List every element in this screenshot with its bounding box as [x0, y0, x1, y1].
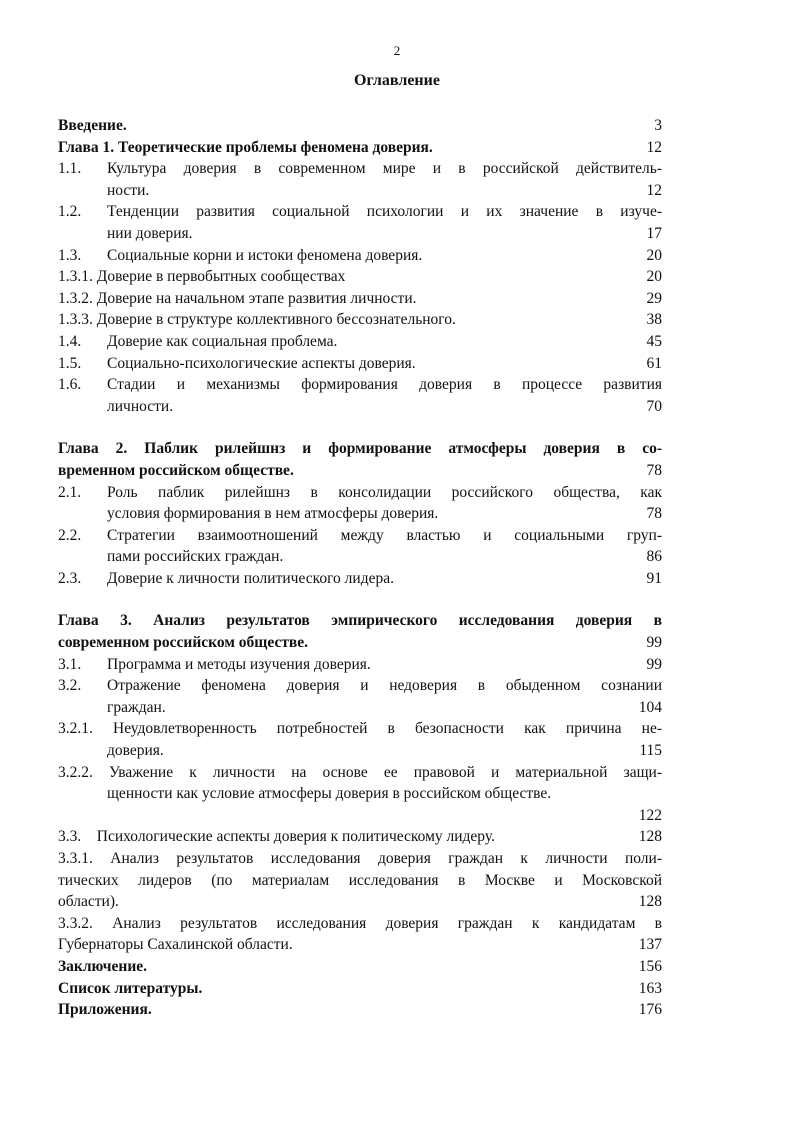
toc-entry-page: 122 — [638, 806, 662, 824]
table-of-contents — [58, 115, 662, 1021]
toc-entry-page: 156 — [638, 957, 662, 975]
toc-entry-page: 3 — [654, 117, 662, 134]
toc-entry-page: 115 — [639, 742, 662, 760]
toc-entry-line: тических лидеров (по материалам исследования в Москве и Московской — [58, 871, 662, 889]
toc-entry-page: 104 — [638, 698, 662, 716]
toc-entry-1-1 — [58, 158, 662, 201]
toc-entry-line: современном российском обществе. — [58, 634, 309, 652]
toc-entry-line: пами российских граждан. — [107, 548, 284, 566]
toc-entry-line: Отражение феномена доверия и недоверия в обыденном сознании — [107, 677, 662, 695]
toc-entry-3-3-2 — [58, 913, 662, 956]
toc-entry-page: 61 — [646, 354, 662, 372]
toc-entry-number: 1.3.2. — [58, 289, 93, 307]
toc-entry-introduction — [58, 115, 662, 137]
toc-entry-line: Социально-психологические аспекты доверия. — [107, 354, 416, 372]
toc-entry-number: 1.5. — [58, 354, 82, 372]
toc-entry-page: 70 — [646, 397, 662, 415]
toc-entry-number: 3.1. — [58, 655, 82, 673]
toc-entry-line: Роль паблик рилейшнз в консолидации российского общества, как — [107, 483, 662, 501]
toc-entry-appendices — [58, 999, 662, 1021]
toc-entry-page: 20 — [646, 246, 662, 264]
toc-entry-page: 12 — [646, 138, 662, 156]
toc-entry-page: 86 — [646, 548, 662, 566]
toc-entry-3-3 — [58, 826, 662, 848]
toc-entry-line: Психологические аспекты доверия к политическому лидеру. — [96, 828, 495, 846]
toc-entry-line: Социальные корни и истоки феномена доверия. — [107, 246, 423, 264]
toc-entry-line: условия формирования в нем атмосферы доверия. — [107, 505, 439, 523]
toc-entry-number: 1.3. — [58, 246, 82, 264]
toc-entry-page: 128 — [638, 828, 662, 846]
toc-entry-1-4 — [58, 331, 662, 353]
toc-entry-line: Глава 3. Анализ результатов эмпирического исследования доверия в — [58, 612, 662, 630]
toc-entry-line: Анализ результатов исследования доверия граждан к личности поли- — [110, 850, 663, 867]
toc-entry-chapter-3 — [58, 610, 662, 653]
toc-entry-number: 1.3.3. — [58, 311, 93, 329]
toc-entry-line: Доверие в структуре коллективного бессознательного. — [96, 311, 456, 329]
toc-entry-page: 137 — [638, 936, 662, 954]
toc-entry-line: области). — [58, 893, 119, 911]
toc-entry-line: Доверие в первобытных сообществах — [96, 268, 346, 286]
toc-entry-page: 45 — [646, 332, 662, 350]
toc-entry-line: Неудовлетворенность потребностей в безопасности как причина не- — [113, 720, 662, 738]
toc-entry-page: 17 — [646, 224, 662, 242]
toc-entry-1-5 — [58, 353, 662, 375]
toc-entry-1-6 — [58, 374, 662, 417]
toc-entry-3-3-1 — [58, 848, 662, 913]
toc-entry-number: 3.3. — [58, 828, 82, 846]
toc-entry-page: 99 — [646, 655, 662, 673]
toc-entry-3-1 — [58, 654, 662, 676]
toc-entry-chapter-2 — [58, 438, 662, 481]
toc-entry-line: Тенденции развития социальной психологии и их значение в изуче- — [107, 203, 662, 221]
toc-entry-line: Уважение к личности на основе ее правовой и материальной защи- — [109, 763, 662, 781]
toc-entry-line: Глава 2. Паблик рилейшнз и формирование атмосферы доверия в со- — [58, 440, 662, 458]
toc-title: Оглавление — [354, 72, 440, 89]
toc-entry-number: 1.2. — [58, 203, 82, 221]
toc-entry-page: 99 — [646, 634, 662, 652]
toc-entry-1-3-2 — [58, 288, 662, 310]
toc-entry-line: Анализ результатов исследования доверия граждан к кандидатам в — [112, 914, 663, 932]
toc-entry-page: 128 — [638, 893, 662, 911]
toc-entry-1-2 — [58, 201, 662, 244]
toc-entry-number: 1.3.1. — [58, 268, 93, 286]
toc-entry-page: 78 — [646, 505, 662, 523]
toc-entry-line: личности. — [107, 397, 174, 415]
toc-entry-title: Глава 1. Теоретические проблемы феномена доверия. — [58, 138, 433, 156]
toc-entry-line: Доверие к личности политического лидера. — [107, 569, 394, 587]
toc-entry-page: 29 — [646, 289, 662, 307]
toc-entry-3-2 — [58, 675, 662, 718]
toc-entry-line: граждан. — [107, 698, 166, 716]
toc-entry-number: 1.1. — [58, 160, 82, 178]
toc-entry-2-1 — [58, 482, 662, 525]
toc-entry-number: 2.1. — [58, 483, 82, 501]
toc-entry-title: Введение. — [58, 117, 127, 134]
toc-entry-page: 78 — [646, 461, 662, 479]
toc-entry-page: 91 — [646, 569, 662, 587]
toc-entry-line: ности. — [107, 181, 150, 199]
toc-entry-line: Культура доверия в современном мире и в российской действитель- — [107, 160, 662, 178]
toc-entry-1-3-3 — [58, 309, 662, 331]
toc-entry-line: Программа и методы изучения доверия. — [107, 655, 371, 673]
toc-entry-page: 38 — [646, 311, 662, 329]
toc-entry-number: 3.3.1. — [58, 850, 93, 867]
toc-entry-page: 20 — [646, 268, 662, 286]
toc-entry-title: Заключение. — [58, 957, 148, 975]
toc-entry-1-3 — [58, 245, 662, 267]
toc-entry-line: Доверие на начальном этапе развития личности. — [96, 289, 417, 307]
toc-entry-page: 12 — [646, 181, 662, 199]
toc-entry-line: щенности как условие атмосферы доверия в российском обществе. — [107, 785, 552, 803]
toc-entry-number: 1.6. — [58, 376, 82, 394]
toc-entry-line: доверия. — [107, 742, 164, 760]
toc-entry-bibliography — [58, 978, 662, 1000]
toc-entry-line: Губернаторы Сахалинской области. — [58, 936, 293, 954]
toc-entry-2-2 — [58, 525, 662, 568]
toc-entry-line: Стратегии взаимоотношений между властью и социальными груп- — [107, 526, 662, 544]
toc-entry-number: 3.3.2. — [58, 914, 93, 932]
toc-entry-number: 2.2. — [58, 526, 82, 544]
toc-entry-line: временном российском обществе. — [58, 461, 294, 479]
toc-entry-title: Список литературы. — [58, 979, 203, 997]
toc-entry-page: 176 — [638, 1001, 662, 1019]
toc-entry-number: 1.4. — [58, 332, 82, 350]
toc-entry-2-3 — [58, 568, 662, 590]
toc-entry-1-3-1 — [58, 266, 662, 288]
toc-entry-3-2-2 — [58, 762, 662, 827]
toc-entry-page: 163 — [638, 979, 662, 997]
toc-entry-3-2-1 — [58, 718, 662, 761]
toc-entry-number: 3.2.1. — [58, 720, 93, 738]
toc-entry-number: 2.3. — [58, 569, 82, 587]
toc-entry-line: Доверие как социальная проблема. — [107, 332, 338, 350]
toc-entry-line: нии доверия. — [107, 224, 193, 242]
toc-entry-number: 3.2.2. — [58, 763, 93, 781]
toc-entry-line: Стадии и механизмы формирования доверия в процессе развития — [107, 376, 662, 394]
toc-entry-conclusion — [58, 956, 662, 978]
toc-entry-chapter-1 — [58, 137, 662, 159]
page-number: 2 — [393, 43, 401, 58]
toc-entry-number: 3.2. — [58, 677, 82, 695]
toc-entry-title: Приложения. — [58, 1001, 152, 1019]
